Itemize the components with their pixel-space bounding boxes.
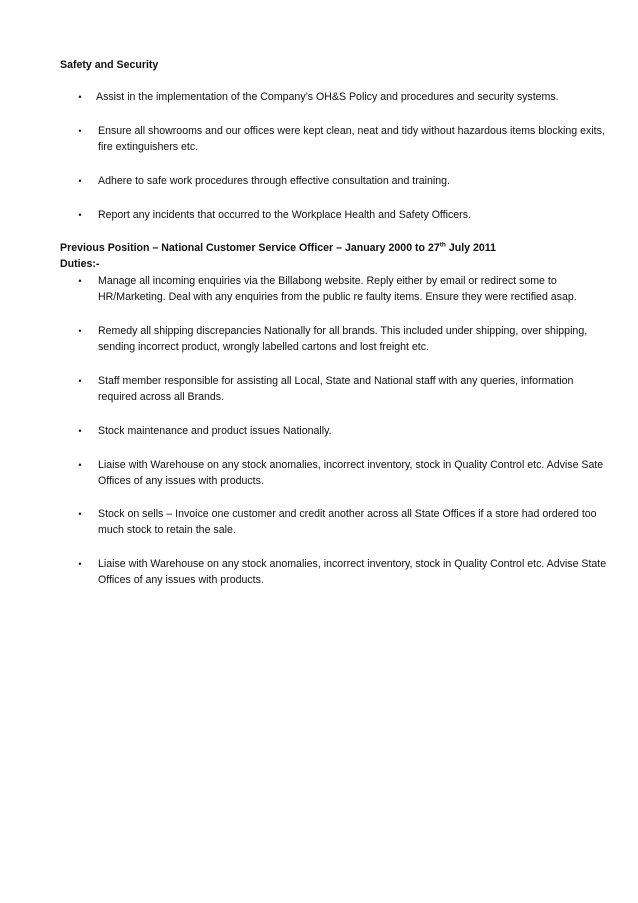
bullet-icon: •: [78, 92, 82, 102]
safety-item: Adhere to safe work procedures through effective consultation and training.: [98, 175, 450, 187]
duty-item: Liaise with Warehouse on any stock anomalies, incorrect inventory, stock in Quality Control etc. Advise State Offices of any issues with products.: [98, 558, 607, 586]
duty-item: Staff member responsible for assisting all Local, State and National staff with any queries, information required across all Brands.: [98, 375, 574, 403]
bullet-icon: •: [78, 276, 82, 286]
safety-item: Ensure all showrooms and our offices were kept clean, neat and tidy without hazardous items blocking exits, fire extinguishers etc.: [98, 125, 605, 153]
bullet-icon: •: [78, 509, 82, 519]
previous-position-heading-end: July 2011: [445, 242, 496, 254]
date-suffix: th: [439, 241, 446, 249]
bullet-icon: •: [78, 426, 82, 436]
bullet-icon: •: [78, 176, 82, 186]
duty-item: Remedy all shipping discrepancies Nationally for all brands. This included under shipping, over shipping, sending incorrect product, wrongly labelled cartons and lost freight etc.: [98, 325, 588, 353]
duty-item: Manage all incoming enquiries via the Billabong website. Reply either by email or redirect some to HR/Marketing. Deal with any enquiries from the public re faulty items. Ensure they were rectified asap.: [98, 275, 577, 303]
bullet-icon: •: [78, 376, 82, 386]
safety-item: Report any incidents that occurred to the Workplace Health and Safety Officers.: [98, 209, 471, 221]
bullet-icon: •: [78, 326, 82, 336]
bullet-icon: •: [78, 559, 82, 569]
previous-position-heading-text: Previous Position – National Customer Service Officer – January 2000 to 27: [60, 242, 440, 254]
previous-position-heading: [60, 241, 496, 256]
duty-item: Stock on sells – Invoice one customer and credit another across all State Offices if a store had ordered too much stock to retain the sale.: [98, 508, 597, 536]
bullet-icon: •: [78, 126, 82, 136]
duty-item: Stock maintenance and product issues Nationally.: [98, 425, 332, 437]
duties-label: Duties:-: [60, 258, 100, 270]
bullet-icon: •: [78, 460, 82, 470]
bullet-icon: •: [78, 210, 82, 220]
duty-item: Liaise with Warehouse on any stock anomalies, incorrect inventory, stock in Quality Control etc. Advise Sate Offices of any issues with products.: [98, 459, 604, 487]
safety-item: Assist in the implementation of the Company’s OH&S Policy and procedures and security systems.: [96, 91, 559, 103]
safety-heading: Safety and Security: [60, 59, 159, 71]
